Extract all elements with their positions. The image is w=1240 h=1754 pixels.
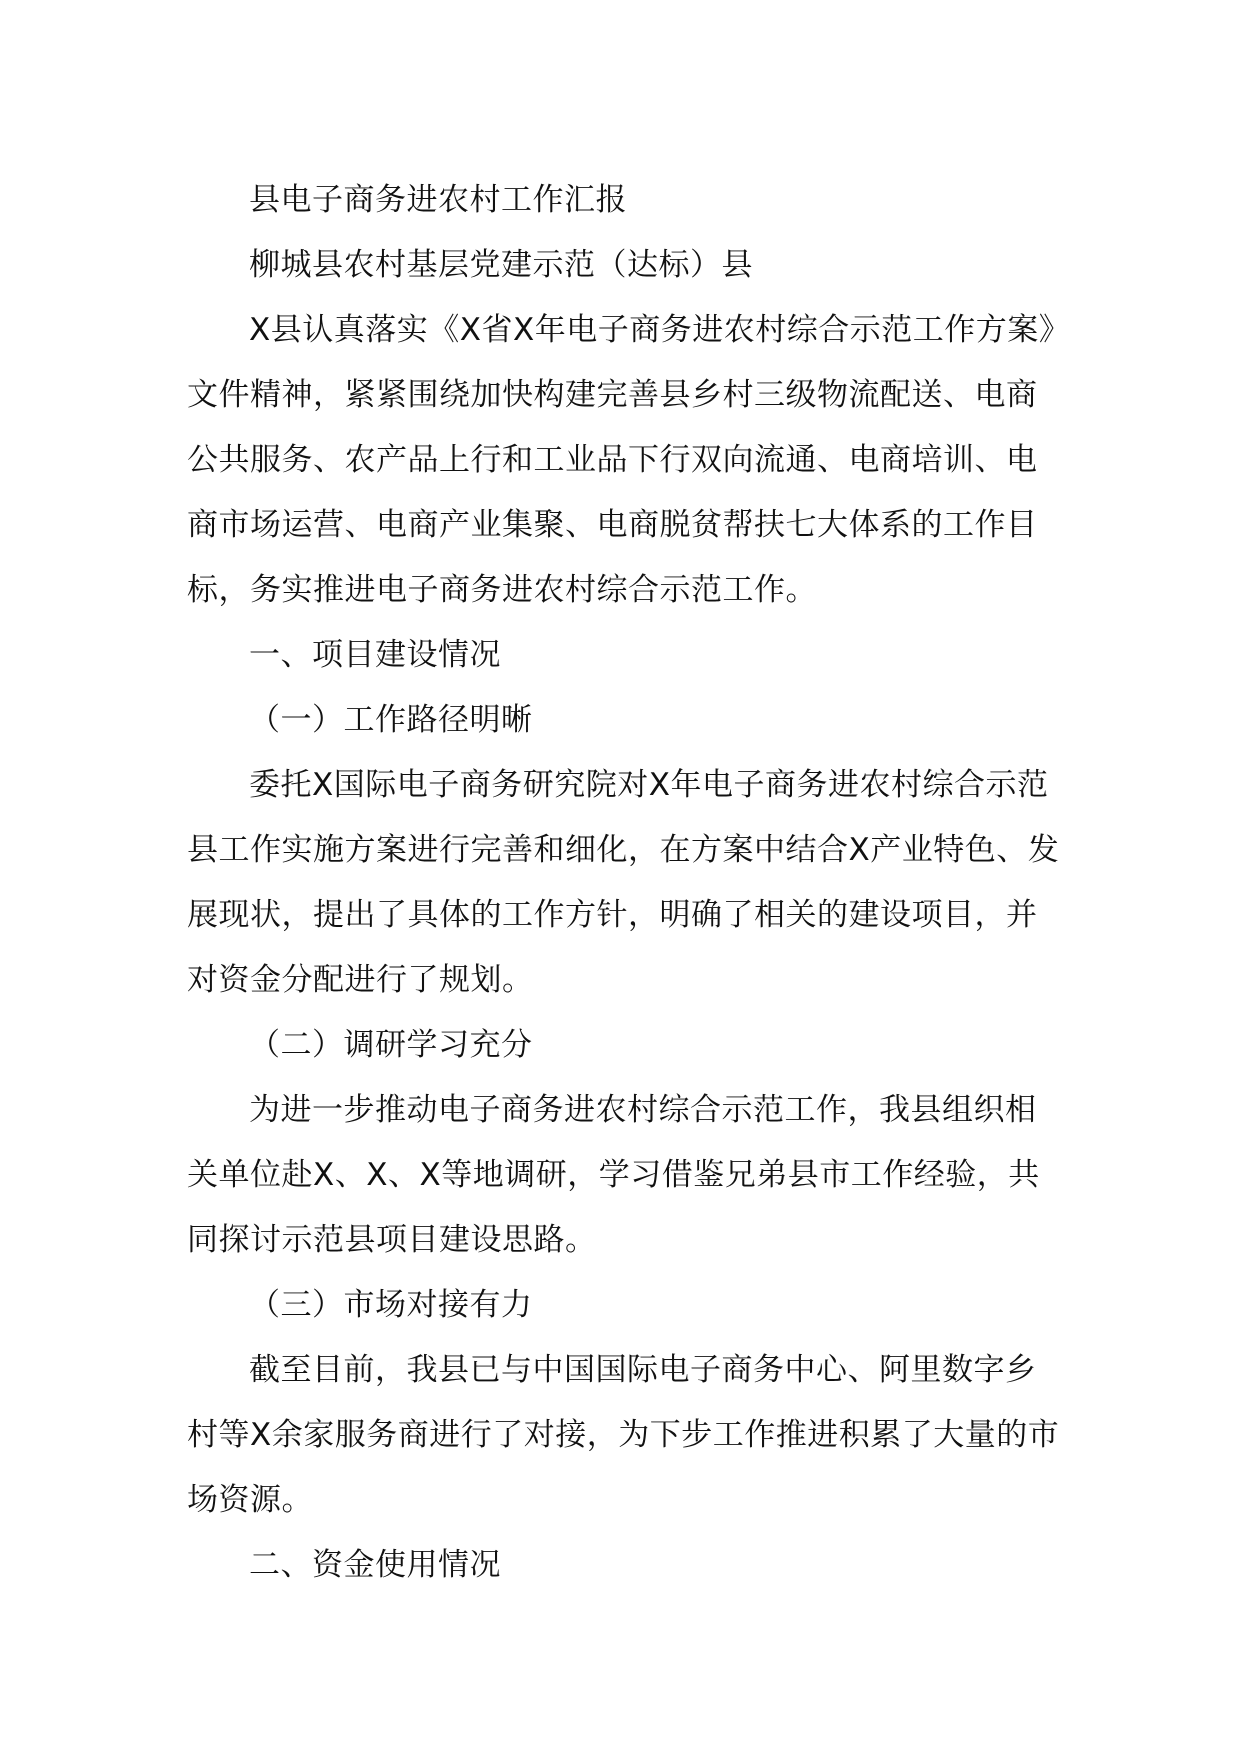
- paragraph-intro: X县认真落实《X省X年电子商务进农村综合示范工作方案》文件精神，紧紧围绕加快构建完善县乡村三级物流配送、电商公共服务、农产品上行和工业品下行双向流通、电商培训、电商市场运营、电商产业集聚、电商脱贫帮扶七大体系的工作目标，务实推进电子商务进农村综合示范工作。: [187, 312, 1055, 608]
- paragraph-market: 截至目前，我县已与中国国际电子商务中心、阿里数字乡村等X余家服务商进行了对接，为下步工作推进积累了大量的市场资源。: [187, 1352, 1060, 1518]
- document-title: 县电子商务进农村工作汇报: [249, 182, 627, 218]
- document-body: [187, 168, 1067, 1598]
- subsection-heading-2: （二）调研学习充分: [249, 1027, 533, 1063]
- subsection-heading-3: （三）市场对接有力: [249, 1287, 533, 1323]
- section-heading-1: 一、项目建设情况: [249, 637, 501, 673]
- paragraph-work-path: 委托X国际电子商务研究院对X年电子商务进农村综合示范县工作实施方案进行完善和细化，在方案中结合X产业特色、发展现状，提出了具体的工作方针，明确了相关的建设项目，并对资金分配进行了规划。: [187, 767, 1060, 998]
- paragraph-research: 为进一步推动电子商务进农村综合示范工作，我县组织相关单位赴X、X、X等地调研，学习借鉴兄弟县市工作经验，共同探讨示范县项目建设思路。: [187, 1092, 1040, 1258]
- document-subtitle: 柳城县农村基层党建示范（达标）县: [249, 247, 753, 283]
- subsection-heading-1: （一）工作路径明晰: [249, 702, 533, 738]
- section-heading-2: 二、资金使用情况: [249, 1547, 501, 1583]
